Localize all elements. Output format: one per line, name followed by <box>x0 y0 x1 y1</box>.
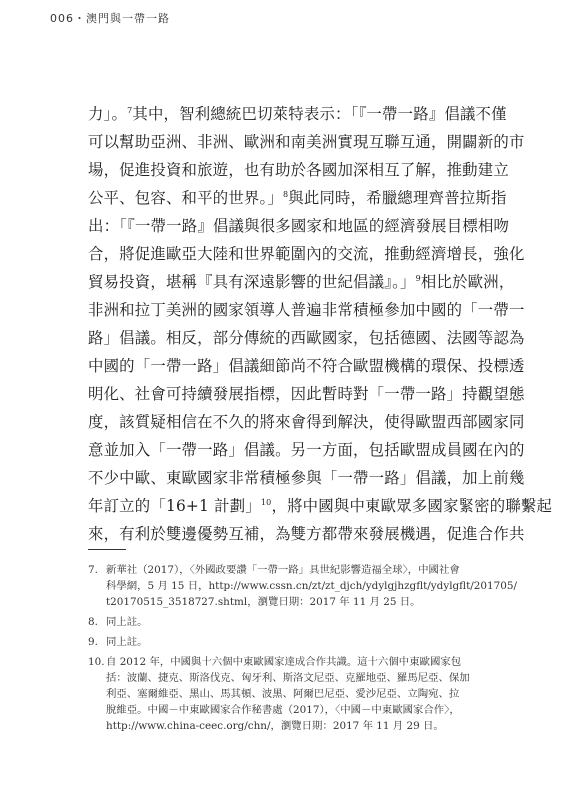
text-line: 中國的「一帶一路」倡議細節尚不符合歐盟機構的環保、投標透 <box>88 357 525 375</box>
text-line: 出：「『一帶一路』倡議與很多國家和地區的經濟發展目標相吻 <box>88 217 510 235</box>
text-line: 不少中歐、東歐國家非常積極參與「一帶一路」倡議，加上前幾 <box>88 469 525 487</box>
text-line: 公平、包容、和平的世界。」$^8$與此同時，希臘總理齊普拉斯指 <box>88 189 507 207</box>
footnote-divider <box>88 549 126 550</box>
footnote-link[interactable]: http://www.china-ceec.org/chn/，瀏覽日期：2017 年 11 月 29 日。 <box>106 720 444 732</box>
text-line: 年訂立的「16+1 計劃」$^{10}$，將中國與中東歐眾多國家緊密的聯繫起 <box>88 497 553 515</box>
text-line: 場，促進投資和旅遊，也有助於各國加深相互了解，推動建立 <box>88 161 509 179</box>
footnote-link[interactable]: 科學網，5 月 15 日，http://www.cssn.cn/zt/zt_djch/ydylgjhzgflt/ydylgflt/201705/ <box>106 580 517 592</box>
footnote-10: 10. 自 2012 年，中國與十六個中東歐國家達成合作共識。這十六個中東歐國家包 括：波蘭、捷克、斯洛伐克、匈牙利、斯洛文尼亞、克羅地亞、羅馬尼亞、保加 利亞、塞爾維亞、黑山、馬其頓、波黑、阿爾巴尼亞、愛沙尼亞、立陶宛、拉 脫維亞。中國－中東歐國家合作秘書處（2017），〈中國－中東歐國家合作〉， http://www.china-ceec.org/chn/，瀏覽日期：2017 年 11 月 29 日。 <box>88 654 508 734</box>
text-line: 來，有利於雙邊優勢互補，為雙方都帶來發展機遇，促進合作共 <box>88 525 525 543</box>
footnote-number: 10. <box>88 656 105 668</box>
footnote-ref[interactable]: 7 <box>127 106 133 115</box>
text-line: 明化、社會可持續發展指標，因此暫時對「一帶一路」持觀望態 <box>88 385 525 403</box>
text-line: 合，將促進歐亞大陸和世界範圍內的交流，推動經濟增長，強化 <box>88 245 525 263</box>
footnote-ref[interactable]: 10 <box>260 498 272 507</box>
text-line: 力」。$^7$其中，智利總統巴切萊特表示：「『一帶一路』倡議不僅 <box>88 105 507 123</box>
footnote-number: 9. <box>88 636 98 648</box>
text-line: 意並加入「一帶一路」倡議。另一方面，包括歐盟成員國在內的 <box>88 441 525 459</box>
footnote-number: 7. <box>88 564 98 576</box>
text-line: 貿易投資，堪稱『具有深遠影響的世紀倡議』。」$^9$相比於歐洲， <box>88 273 515 291</box>
footnote-9: 9. 同上註。 <box>88 636 148 648</box>
footnote-number: 8. <box>88 616 98 628</box>
body-text <box>88 100 553 548</box>
footnotes <box>88 562 517 738</box>
footnote-ref[interactable]: 9 <box>415 274 421 283</box>
text-line: 度，該質疑相信在不久的將來會得到解決，使得歐盟西部國家同 <box>88 413 525 431</box>
text-line: 非洲和拉丁美洲的國家領導人普遍非常積極參加中國的「一帶一 <box>88 301 525 319</box>
footnote-8: 8. 同上註。 <box>88 616 148 628</box>
text-line: 路」倡議。相反，部分傳統的西歐國家，包括德國、法國等認為 <box>88 329 525 347</box>
text-line: 可以幫助亞洲、非洲、歐洲和南美洲實現互聯互通，開闢新的市 <box>88 133 525 151</box>
footnote-ref[interactable]: 8 <box>282 190 289 199</box>
footnote-7: 7. 新華社（2017），〈外國政要讚「一帶一路」具世紀影響造福全球〉，中國社會 科學網，5 月 15 日，http://www.cssn.cn/zt/zt_djch/ydylgjhzgflt/ydylgflt/201705/ t20170515_3518727.shtml，瀏覽日期：2017 年 11 月 25 日。 <box>88 564 517 608</box>
running-head: 006・澳門與一帶一路 <box>50 12 170 25</box>
